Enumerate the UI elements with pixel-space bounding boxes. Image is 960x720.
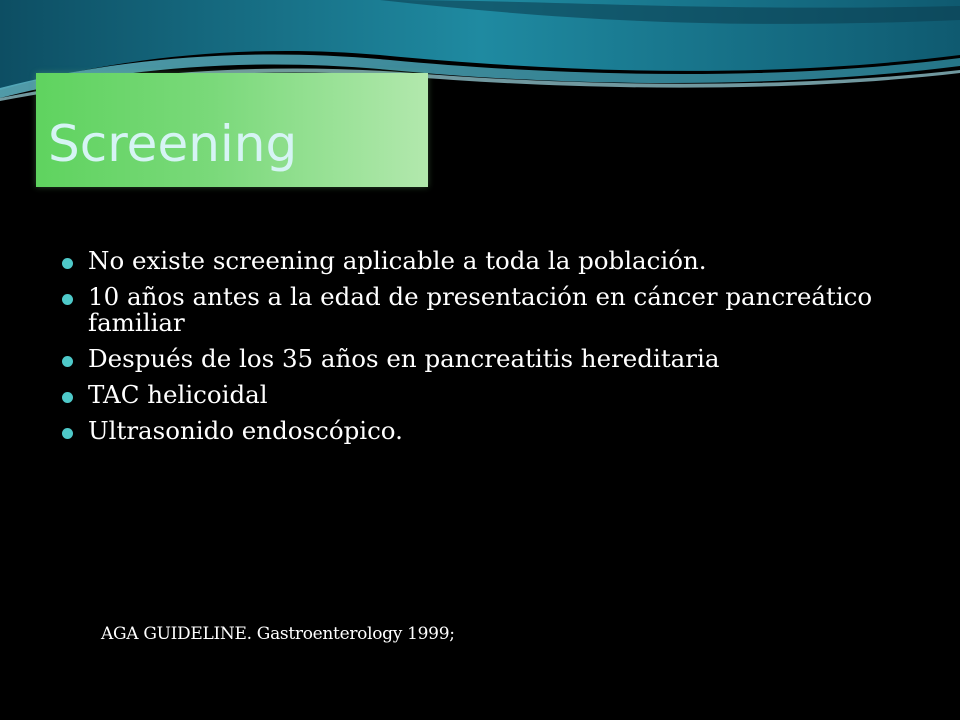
bullet-item <box>62 346 922 372</box>
reference-citation: AGA GUIDELINE. Gastroenterology 1999; <box>101 624 455 644</box>
bullet-item <box>62 418 922 444</box>
bullet-item <box>62 284 922 336</box>
bullet-marker-icon <box>62 258 73 269</box>
bullet-item <box>62 248 922 274</box>
bullet-text: Después de los 35 años en pancreatitis hereditaria <box>88 344 720 373</box>
bullet-marker-icon <box>62 356 73 367</box>
bullet-text: 10 años antes a la edad de presentación en cáncer pancreático familiar <box>88 282 873 337</box>
bullet-marker-icon <box>62 294 73 305</box>
bullet-item <box>62 382 922 408</box>
bullet-list <box>62 248 922 454</box>
slide-title: Screening <box>48 115 298 173</box>
bullet-text: No existe screening aplicable a toda la población. <box>88 246 707 275</box>
bullet-marker-icon <box>62 428 73 439</box>
bullet-text: Ultrasonido endoscópico. <box>88 416 403 445</box>
bullet-text: TAC helicoidal <box>88 380 268 409</box>
bullet-marker-icon <box>62 392 73 403</box>
title-box <box>36 73 428 187</box>
